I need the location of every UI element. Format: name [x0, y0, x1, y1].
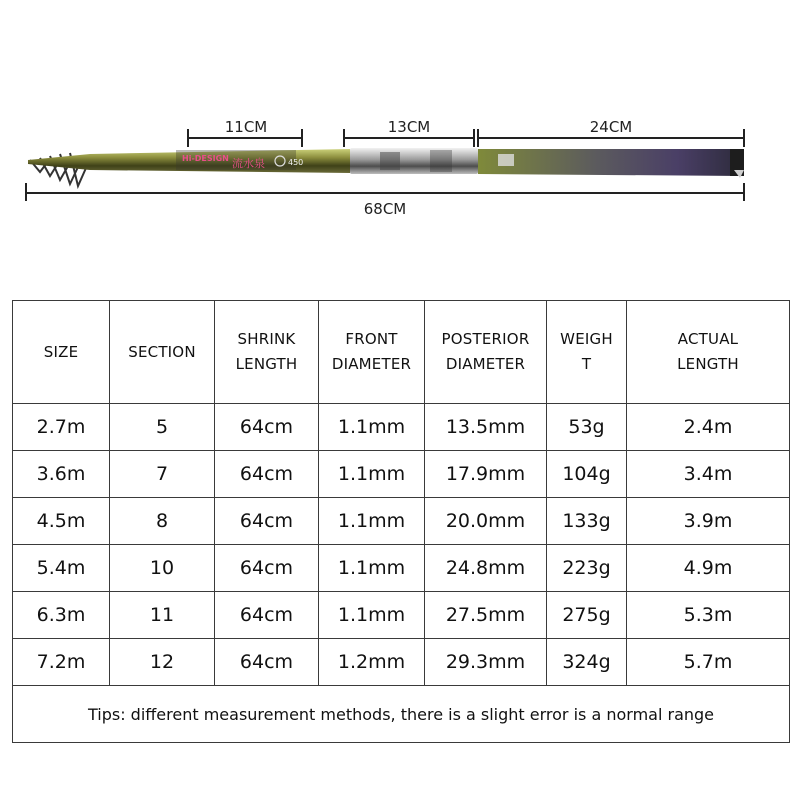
cell-actual-length: 3.4m — [627, 451, 790, 498]
table-row — [13, 592, 790, 639]
table-row — [13, 451, 790, 498]
cell-weight: 104g — [547, 451, 627, 498]
table-row — [13, 404, 790, 451]
header-text: LENGTH — [235, 355, 298, 373]
cell-size: 7.2m — [13, 639, 110, 686]
cell-weight: 275g — [547, 592, 627, 639]
tips-row — [13, 686, 790, 743]
dimension-label-68cm: 68CM — [363, 200, 407, 218]
spec-table — [12, 300, 790, 743]
header-text: LENGTH — [677, 355, 739, 373]
dimension-label-11cm: 11CM — [224, 118, 268, 136]
table-header-row — [13, 301, 790, 404]
cell-actual-length: 5.3m — [627, 592, 790, 639]
header-text: WEIGH — [560, 330, 613, 348]
header-text: ACTUAL — [677, 330, 739, 348]
header-text: SHRINK — [237, 330, 296, 348]
cell-shrink-length: 64cm — [215, 404, 319, 451]
cell-section: 7 — [110, 451, 215, 498]
cell-actual-length: 3.9m — [627, 498, 790, 545]
cell-posterior-diameter: 27.5mm — [425, 592, 547, 639]
header-size — [13, 301, 110, 404]
header-posterior-diameter — [425, 301, 547, 404]
header-shrink-length — [215, 301, 319, 404]
rod-model-text: 流水泉 — [232, 157, 265, 170]
cell-size: 5.4m — [13, 545, 110, 592]
cell-shrink-length: 64cm — [215, 592, 319, 639]
rod-butt — [478, 149, 744, 176]
cell-actual-length: 5.7m — [627, 639, 790, 686]
rod-size-text: 450 — [288, 158, 304, 167]
header-text: DIAMETER — [445, 355, 526, 373]
cell-weight: 53g — [547, 404, 627, 451]
cell-front-diameter: 1.1mm — [319, 592, 425, 639]
cell-weight: 133g — [547, 498, 627, 545]
header-text: SECTION — [128, 342, 196, 361]
header-text: FRONT — [345, 330, 398, 348]
cell-front-diameter: 1.1mm — [319, 451, 425, 498]
cell-section: 11 — [110, 592, 215, 639]
cell-weight: 324g — [547, 639, 627, 686]
header-text: SIZE — [43, 342, 79, 361]
tips-text: Tips: different measurement methods, there is a slight error is a normal range — [13, 686, 790, 743]
cell-size: 3.6m — [13, 451, 110, 498]
rod-reel-seat — [350, 148, 478, 174]
cell-size: 6.3m — [13, 592, 110, 639]
dimension-label-24cm: 24CM — [589, 118, 633, 136]
cell-section: 10 — [110, 545, 215, 592]
rod-brand-text: Hi-DESIGN — [182, 154, 229, 163]
cell-actual-length: 4.9m — [627, 545, 790, 592]
cell-front-diameter: 1.2mm — [319, 639, 425, 686]
header-actual-length — [627, 301, 790, 404]
header-front-diameter — [319, 301, 425, 404]
cell-shrink-length: 64cm — [215, 451, 319, 498]
cell-weight: 223g — [547, 545, 627, 592]
cell-posterior-diameter: 24.8mm — [425, 545, 547, 592]
header-text: DIAMETER — [331, 355, 412, 373]
header-text: POSTERIOR — [441, 330, 530, 348]
cell-posterior-diameter: 20.0mm — [425, 498, 547, 545]
header-weight — [547, 301, 627, 404]
header-section — [110, 301, 215, 404]
dimension-label-13cm: 13CM — [387, 118, 431, 136]
cell-posterior-diameter: 29.3mm — [425, 639, 547, 686]
cell-section: 12 — [110, 639, 215, 686]
cell-shrink-length: 64cm — [215, 498, 319, 545]
cell-size: 2.7m — [13, 404, 110, 451]
cell-actual-length: 2.4m — [627, 404, 790, 451]
cell-posterior-diameter: 13.5mm — [425, 404, 547, 451]
cell-front-diameter: 1.1mm — [319, 498, 425, 545]
fishing-rod-image — [0, 0, 800, 200]
cell-section: 5 — [110, 404, 215, 451]
table-row — [13, 498, 790, 545]
cell-front-diameter: 1.1mm — [319, 545, 425, 592]
cell-front-diameter: 1.1mm — [319, 404, 425, 451]
cell-section: 8 — [110, 498, 215, 545]
cell-posterior-diameter: 17.9mm — [425, 451, 547, 498]
cell-size: 4.5m — [13, 498, 110, 545]
cell-shrink-length: 64cm — [215, 639, 319, 686]
cell-shrink-length: 64cm — [215, 545, 319, 592]
table-row — [13, 545, 790, 592]
header-text: T — [581, 355, 592, 373]
table-row — [13, 639, 790, 686]
